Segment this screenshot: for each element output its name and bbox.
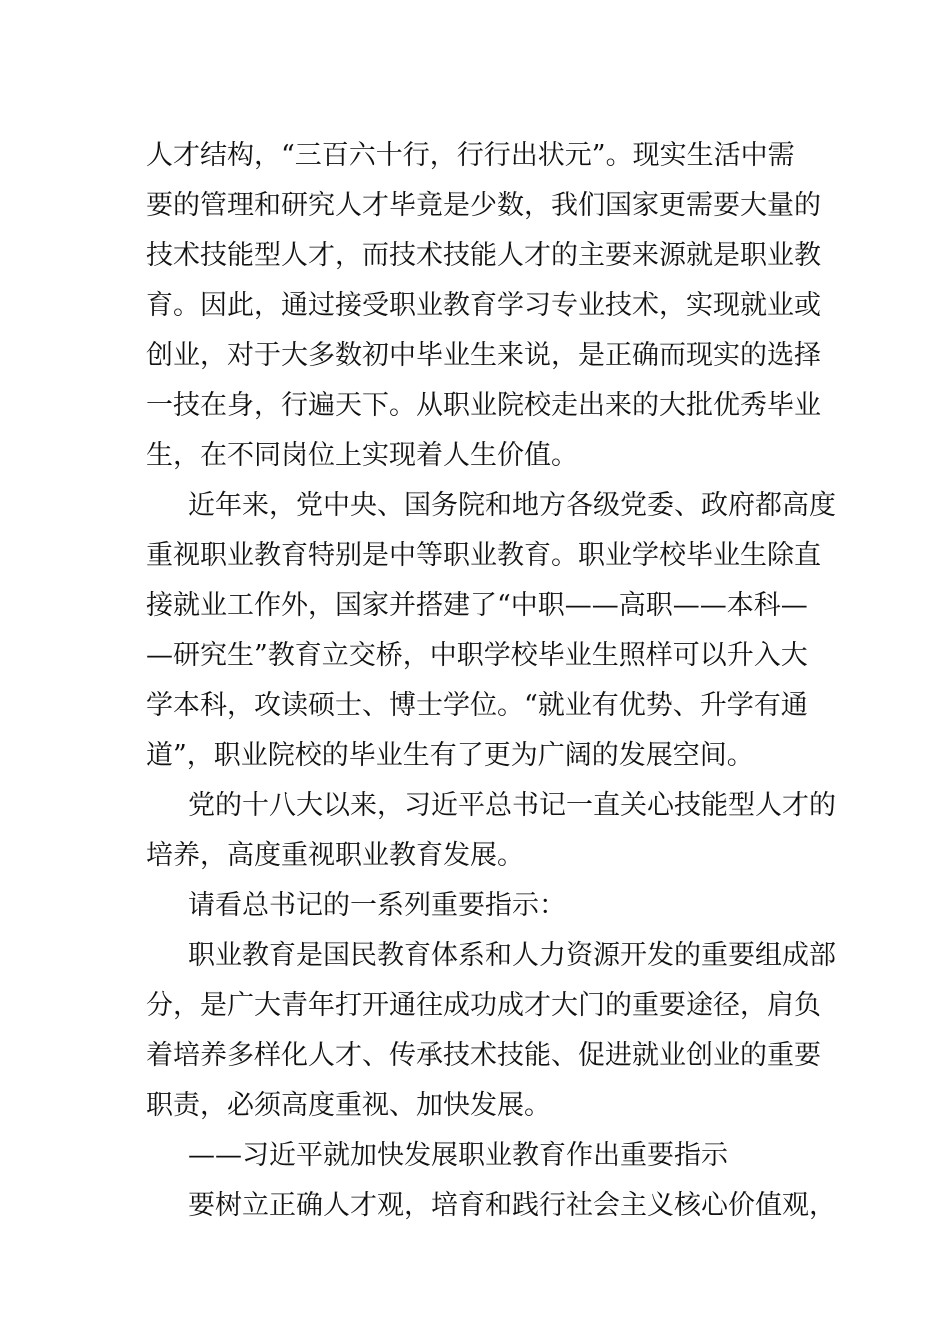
text-line: 要的管理和研究人才毕竟是少数，我们国家更需要大量的 (146, 190, 821, 221)
paragraph-start-line: 近年来，党中央、国务院和地方各级党委、政府都高度 (188, 490, 836, 521)
text-line: 创业，对于大多数初中毕业生来说，是正确而现实的选择 (146, 340, 821, 371)
text-line: 接就业工作外，国家并搭建了“中职——高职——本科— (146, 590, 808, 621)
text-line: 一技在身，行遍天下。从职业院校走出来的大批优秀毕业 (146, 390, 821, 421)
quote-attribution: ——习近平就加快发展职业教育作出重要指示 (188, 1140, 728, 1171)
paragraph-start-line: 请看总书记的一系列重要指示： (188, 890, 566, 921)
quote-line: 着培养多样化人才、传承技术技能、促进就业创业的重要 (146, 1040, 821, 1071)
paragraph-start-line: 党的十八大以来，习近平总书记一直关心技能型人才的 (188, 790, 836, 821)
quote-line: 分，是广大青年打开通往成功成才大门的重要途径，肩负 (146, 990, 821, 1021)
text-line: 学本科，攻读硕士、博士学位。“就业有优势、升学有通 (146, 690, 808, 721)
text-line: 重视职业教育特别是中等职业教育。职业学校毕业生除直 (146, 540, 821, 571)
text-line: 人才结构，“三百六十行，行行出状元”。现实生活中需 (146, 140, 795, 171)
text-line: 培养，高度重视职业教育发展。 (146, 840, 524, 871)
text-line: 生，在不同岗位上实现着人生价值。 (146, 440, 578, 471)
text-line: 育。因此，通过接受职业教育学习专业技术，实现就业或 (146, 290, 821, 321)
quote-line: 职责，必须高度重视、加快发展。 (146, 1090, 551, 1121)
text-line: —研究生”教育立交桥，中职学校毕业生照样可以升入大 (146, 640, 808, 671)
quote-start-line: 职业教育是国民教育体系和人力资源开发的重要组成部 (188, 940, 836, 971)
paragraph-start-line: 要树立正确人才观，培育和践行社会主义核心价值观， (188, 1190, 836, 1221)
text-line: 技术技能型人才，而技术技能人才的主要来源就是职业教 (146, 240, 821, 271)
text-line: 道”，职业院校的毕业生有了更为广阔的发展空间。 (146, 740, 754, 771)
